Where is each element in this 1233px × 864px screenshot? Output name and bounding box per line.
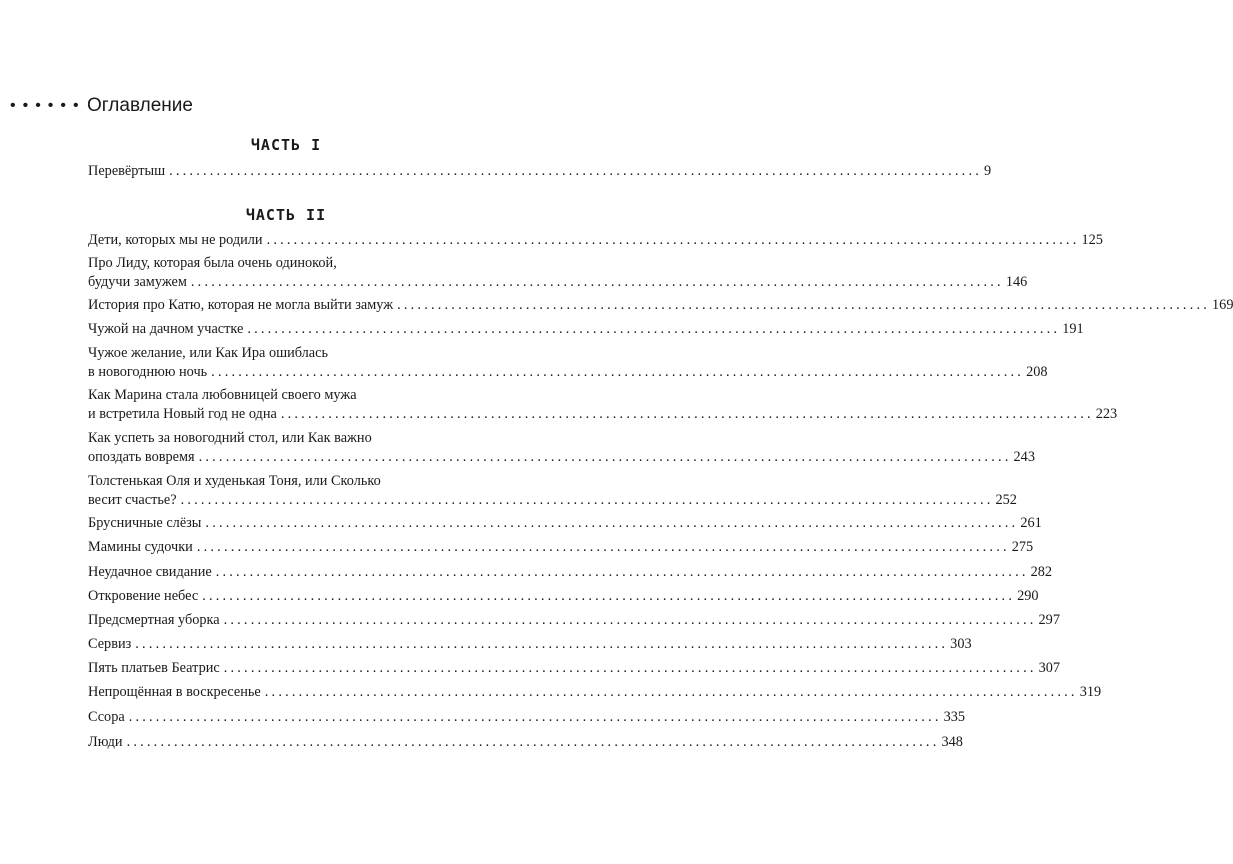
entry-title: Пять платьев Беатрис (88, 660, 220, 676)
entry-page: 243 (1013, 449, 1035, 465)
entry-page: 348 (941, 734, 963, 750)
toc-title: Оглавление (87, 95, 193, 116)
entry-page: 146 (1005, 274, 1028, 290)
dot-leader: ........................................................................................................................ (397, 297, 1211, 313)
dot-leader: ........................................................................................................................ (126, 734, 940, 750)
dot-leader: ........................................................................................................................ (215, 564, 1029, 580)
entry-page: 9 (984, 163, 992, 179)
entry-page: 275 (1011, 539, 1034, 555)
toc-entry-18[interactable] (88, 708, 966, 727)
toc-entry-2[interactable] (88, 231, 1103, 250)
entry-title: Мамины судочки (88, 539, 193, 555)
toc-entry-8[interactable] (88, 429, 1035, 467)
toc-entry-11[interactable] (88, 538, 1034, 557)
entry-title: Неудачное свидание (88, 564, 212, 580)
entry-title: Непрощённая в воскресенье (88, 684, 261, 700)
entry-page: 290 (1017, 588, 1039, 604)
toc-entry-19[interactable] (88, 733, 963, 752)
entry-title: Перевёртыш (88, 163, 166, 179)
part-heading-2: ЧАСТЬ II (245, 206, 327, 224)
entry-title: Предсмертная уборка (88, 612, 220, 628)
dot-leader: ........................................................................................................................ (264, 684, 1078, 700)
toc-entry-17[interactable] (88, 683, 1102, 702)
entry-page: 208 (1026, 364, 1048, 380)
entry-title: будучи замужем (88, 274, 187, 290)
entry-page: 319 (1079, 684, 1102, 700)
entry-page: 307 (1038, 660, 1061, 676)
toc-entry-6[interactable] (88, 344, 1048, 382)
dot-leader: ........................................................................................................................ (196, 539, 1010, 555)
toc-entry-13[interactable] (88, 587, 1039, 606)
toc-entry-15[interactable] (88, 635, 972, 654)
part-heading-1: ЧАСТЬ I (250, 136, 322, 154)
dot-leader: ........................................................................................................................ (280, 406, 1094, 422)
entry-page: 303 (950, 636, 972, 652)
entry-page: 282 (1030, 564, 1053, 580)
entry-page: 252 (995, 492, 1017, 508)
entry-page: 191 (1062, 321, 1084, 337)
dot-leader: ........................................................................................................................ (205, 515, 1019, 531)
entry-title: История про Катю, которая не могла выйти замуж (88, 297, 394, 313)
dot-leader: ........................................................................................................................ (247, 321, 1061, 337)
entry-title-line-1: Чужое желание, или Как Ира ошиблась (88, 345, 329, 361)
entry-page: 297 (1038, 612, 1060, 628)
entry-page: 223 (1095, 406, 1118, 422)
entry-title: Дети, которых мы не родили (88, 232, 263, 248)
toc-entry-14[interactable] (88, 611, 1060, 630)
toc-heading (0, 94, 600, 118)
dot-leader: ........................................................................................................................ (169, 163, 982, 179)
dot-leader: ........................................................................................................................ (190, 274, 1004, 290)
entry-title-line-1: Как Марина стала любовницей своего мужа (88, 387, 357, 403)
dot-leader: ........................................................................................................................ (223, 660, 1037, 676)
toc-entry-12[interactable] (88, 563, 1053, 582)
dot-leader: ........................................................................................................................ (202, 588, 1016, 604)
entry-title-line-1: Про Лиду, которая была очень одинокой, (88, 255, 337, 271)
entry-title: и встретила Новый год не одна (88, 406, 277, 422)
entry-page: 261 (1020, 515, 1042, 531)
dot-leader: ........................................................................................................................ (128, 709, 942, 725)
entry-title-line-1: Толстенькая Оля и худенькая Тоня, или Сколько (88, 473, 381, 489)
entry-title: Люди (88, 734, 123, 750)
toc-entry-7[interactable] (88, 386, 1118, 424)
dot-leader: ........................................................................................................................ (266, 232, 1080, 248)
entry-title: в новогоднюю ночь (88, 364, 208, 380)
entry-page: 335 (943, 709, 966, 725)
toc-entry-9[interactable] (88, 472, 1017, 510)
entry-title: весит счастье? (88, 492, 177, 508)
entry-title: Чужой на дачном участке (88, 321, 244, 337)
toc-entry-5[interactable] (88, 320, 1084, 339)
dot-leader: ........................................................................................................................ (135, 636, 949, 652)
entry-page: 125 (1081, 232, 1103, 248)
entry-title: опоздать вовремя (88, 449, 195, 465)
entry-title: Ссора (88, 709, 125, 725)
dot-leader: ........................................................................................................................ (198, 449, 1012, 465)
entry-page: 169 (1212, 297, 1233, 313)
dot-leader: ........................................................................................................................ (211, 364, 1025, 380)
toc-entry-1[interactable] (88, 162, 992, 181)
entry-title: Сервиз (88, 636, 132, 652)
toc-entry-4[interactable] (88, 296, 1233, 315)
dot-leader: ........................................................................................................................ (223, 612, 1037, 628)
decorative-dots: •••••• (10, 97, 86, 114)
toc-entry-16[interactable] (88, 659, 1061, 678)
entry-title: Откровение небес (88, 588, 199, 604)
dot-leader: ........................................................................................................................ (180, 492, 994, 508)
entry-title-line-1: Как успеть за новогодний стол, или Как важно (88, 430, 372, 446)
toc-entry-3[interactable] (88, 254, 1028, 292)
entry-title: Брусничные слёзы (88, 515, 202, 531)
toc-entry-10[interactable] (88, 514, 1042, 533)
